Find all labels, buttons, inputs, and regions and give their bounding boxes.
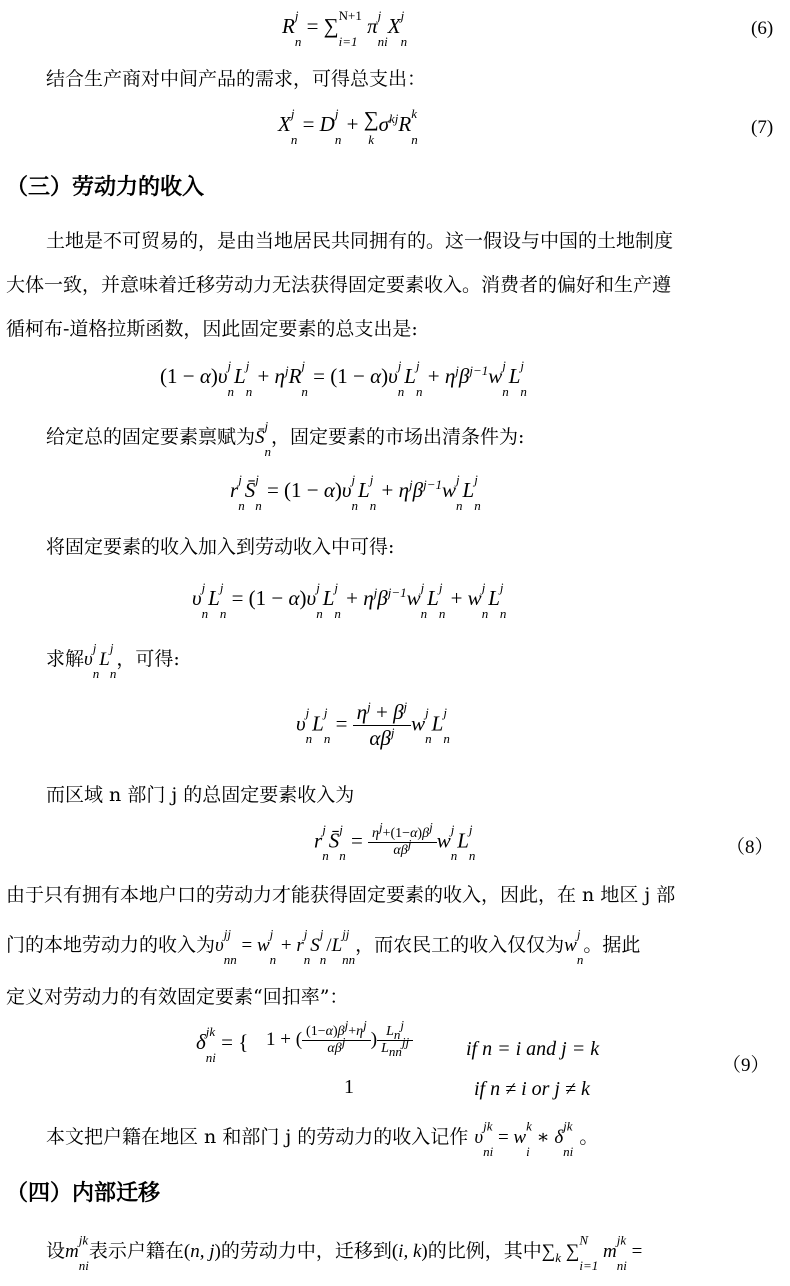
equation-9-label: （9） (722, 1055, 770, 1076)
equation-9-case1: 1 + ( $\frac{(1-\alpha)\beta^j+\eta^j}{\alpha\beta^j}$ ) $\frac{L_n^j}{L_{nn}^{jj}}$ (266, 1024, 413, 1057)
equation-6-label: (6) (751, 18, 774, 39)
equation-fixed-expenditure: $(1 - \alpha)\upsilon^j$ $_nL^j$ $_n + \eta^jR^j$ $_n = (1 - \alpha)\upsilon^j$ $_nL^j$ $_n + \eta^j\beta^{j-1}w^j$ $_nL^j$ $_n$ (160, 357, 527, 399)
equation-9-cond1: if n = i and j = k (466, 1038, 600, 1060)
paragraph-local-line2a: 门的本地劳动力的收入为 (6, 934, 216, 956)
paragraph-demand: 结合生产商对中间产品的需求，可得总支出： (46, 68, 427, 90)
equation-solved: $\upsilon^j$ $_nL^j$ $_n$ = $\frac{\eta^j + \beta^j}{\alpha\beta^j}$ $w^j$ $_nL^j$ $_n$ (296, 699, 450, 750)
paragraph-hukou-before: 本文把户籍在地区 n 和部门 j 的劳动力的收入记作 (46, 1126, 469, 1148)
paragraph-migration-mid3: 的比例，其中 (427, 1240, 542, 1262)
paragraph-solve-before: 求解 (46, 648, 85, 670)
paragraph-hukou: 本文把户籍在地区 n 和部门 j 的劳动力的收入记作 $\upsilon^{jk}$ $_{ni} = w^k$ $_i$ ∗ $\delta^{jk}$ $_{ni}$ 。 (46, 1118, 599, 1159)
equation-8-label: （8） (726, 837, 774, 858)
paragraph-migration-mid1: 表示户籍在 (88, 1240, 184, 1262)
paragraph-land-line2: 大体一致，并意味着迁移劳动力无法获得固定要素收入。消费者的偏好和生产遵 (6, 274, 672, 296)
equation-7-label: (7) (751, 117, 774, 138)
equation-6: $R^j$ $_n$ = ∑$^{N+1}$ $_{i=1}$ $\pi^j$ $_{ni}X^j$ $_n$ (282, 7, 408, 49)
paragraph-endowment-before: 给定总的固定要素禀赋为 (46, 426, 256, 448)
paragraph-migration-before: 设 (46, 1240, 66, 1262)
paragraph-local-line1: 由于只有拥有本地户口的劳动力才能获得固定要素的收入，因此，在 n 地区 j 部 (6, 884, 676, 906)
equation-labor-income: $\upsilon^j$ $_nL^j$ $_n = (1 - \alpha)\upsilon^j$ $_nL^j$ $_n + \eta^j\beta^{j-1}w^j$ $_nL^j$ $_n + w^j$ $_nL^j$ $_n$ (192, 579, 507, 621)
paragraph-endowment-after: ，固定要素的市场出清条件为: (271, 426, 525, 448)
section-title-3: （三）劳动力的收入 (6, 174, 205, 200)
paragraph-local-line3: 定义对劳动力的有效固定要素“回扣率”： (6, 986, 349, 1008)
paragraph-hukou-after: 。 (579, 1126, 599, 1148)
equation-7: $X^j$ $_n = D^j$ $_n$ + ∑ $_k\sigma^{kj}R^k$ $_n$ (278, 105, 418, 147)
paragraph-migration-mid2: 的劳动力中，迁移到 (220, 1240, 392, 1262)
paragraph-local-line2c: 。据此 (583, 934, 641, 956)
paragraph-land-line3: 循柯布-道格拉斯函数，因此固定要素的总支出是: (6, 318, 418, 340)
paragraph-endowment: 给定总的固定要素禀赋为S̄$^j$ $_n$，固定要素的市场出清条件为: (46, 418, 525, 459)
paragraph-land-line1: 土地是不可贸易的，是由当地居民共同拥有的。这一假设与中国的土地制度 (46, 230, 674, 252)
equation-9: $\delta^{jk}$ $_{ni}$ = { (196, 1023, 249, 1065)
paragraph-add-income: 将固定要素的收入加入到劳动收入中可得: (46, 536, 395, 558)
paragraph-region: 而区域 n 部门 j 的总固定要素收入为 (46, 784, 355, 806)
equation-9-case2: 1 (344, 1076, 354, 1098)
equation-9-cond2: if n ≠ i or j ≠ k (474, 1078, 590, 1100)
paragraph-solve-after: ，可得: (116, 648, 180, 670)
paragraph-local-line2: 门的本地劳动力的收入为$\upsilon^{jj}$ $_{nn} = w^j$ $_n + r^j$ $_nS^j$ $_n/L^{jj}$ $_{nn}$，而农民工的收入仅仅为$w^j$ $_n$。据此 (6, 926, 641, 967)
paragraph-migration: 设$m^{jk}$ $_{ni}$表示户籍在(n, j)的劳动力中，迁移到(i, k)的比例，其中$\sum_k$ ∑$^N$ $_{i=1}$ $m^{jk}$ $_{ni}$ = (46, 1232, 643, 1273)
paragraph-solve: 求解$\upsilon^j$ $_nL^j$ $_n$，可得: (46, 640, 180, 681)
equation-8: $r^j$ $_n$S̄$^j$ $_n$ = $\frac{\eta^j+(1-\alpha)\beta^j}{\alpha\beta^j}$ $w^j$ $_nL^j$ $_n$ (314, 819, 476, 864)
paragraph-local-line2b: ，而农民工的收入仅仅为 (355, 934, 565, 956)
equation-market-clearing: $r^j$ $_n$S̄$^j$ $_n = (1 - \alpha)\upsilon^j$ $_nL^j$ $_n + \eta^j\beta^{j-1}w^j$ $_nL^j$ $_n$ (230, 471, 481, 513)
section-title-4: （四）内部迁移 (6, 1180, 161, 1206)
